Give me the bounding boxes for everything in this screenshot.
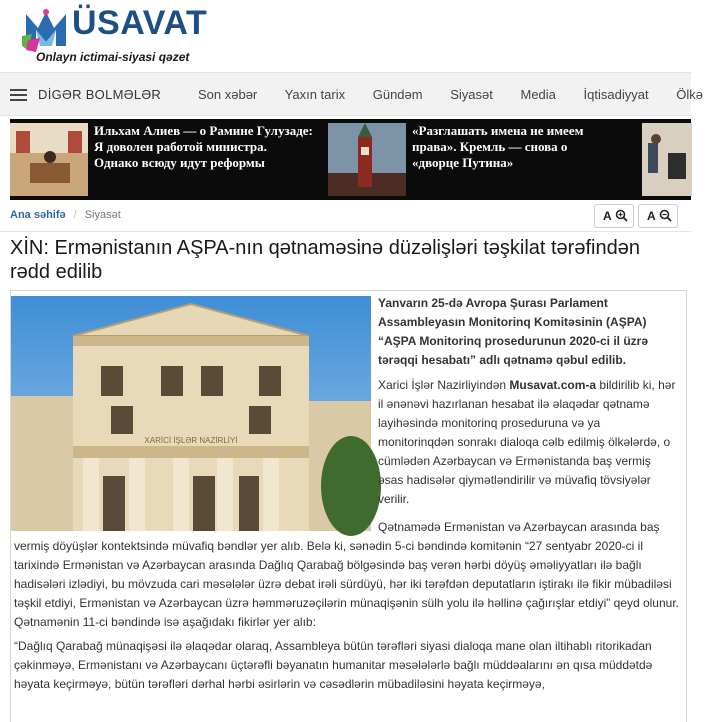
article-body bbox=[10, 290, 687, 722]
ticker-thumbnail bbox=[10, 123, 88, 196]
article-photo bbox=[11, 296, 371, 531]
breadcrumb-current[interactable]: Siyasət bbox=[84, 209, 121, 221]
ticker-item[interactable] bbox=[328, 119, 648, 200]
nav-item-yaxin-tarix[interactable]: Yaxın tarix bbox=[284, 87, 346, 102]
ticker-headline: «Разглашать имена не имеем права». Кремль — снова о «дворце Путина» bbox=[412, 123, 584, 170]
paragraph-text: bildirilib ki, hər il ənənəvi hazırlanan hesabat ilə əlaqədar qətnamə layihəsində monitorinq proseduruna və ya monitorinqdən sonrakı dialoqa cəlb edilmiş ölkələrdə, o cümlədən Azərbaycan və Ermənistanda baş vermiş əsas hadisələr qiymətləndirilir və müvafiq tövsiyələr verilir. bbox=[378, 378, 676, 506]
breadcrumb-home-link[interactable]: Ana səhifə bbox=[10, 209, 66, 221]
site-logo-icon[interactable] bbox=[22, 6, 70, 52]
nav-menu-button[interactable]: DİGƏR BOLMƏLƏR bbox=[38, 87, 162, 102]
ticker-item[interactable] bbox=[642, 119, 692, 200]
photo-building-sign: XARİCİ İŞLƏR NAZİRLİYİ bbox=[144, 436, 238, 445]
article-paragraph bbox=[378, 376, 678, 509]
breadcrumb-separator: / bbox=[73, 209, 77, 221]
breadcrumb bbox=[10, 209, 121, 221]
hamburger-menu-icon[interactable] bbox=[10, 89, 27, 101]
nav-item-son-xeber[interactable]: Son xəbər bbox=[198, 87, 258, 102]
font-increase-button[interactable] bbox=[594, 204, 634, 228]
site-logo-text[interactable]: ÜSAVAT bbox=[72, 4, 208, 42]
article-lead: Yanvarın 25-də Avropa Şurası Parlament Assambleyasın Monitorinq Komitəsinin (AŞPA) “AŞPA Monitorinq prosedurunun 2020-ci il üzrə tərəqqi hesabatı” adlı qətnamə qəbul edilib. bbox=[378, 296, 649, 367]
nav-items bbox=[198, 87, 727, 102]
zoom-out-icon bbox=[659, 209, 672, 222]
site-tagline: Onlayn ictimai-siyasi qəzet bbox=[36, 50, 190, 64]
article-title: XİN: Ermənistanın AŞPA-nın qətnaməsinə düzəlişləri təşkilat tərəfindən rədd edilib bbox=[10, 237, 640, 283]
news-ticker bbox=[10, 119, 691, 200]
main-nav bbox=[0, 72, 703, 116]
article-paragraph: Qətnamədə Ermənistan və Azərbaycan arasında baş bbox=[378, 520, 660, 534]
font-increase-label: A bbox=[603, 209, 612, 223]
article-paragraph: “Dağlıq Qarabağ münaqişəsi ilə əlaqədar olaraq, Assambleya bütün tərəfləri siyasi dialoqa mane olan iltihablı ritorikadan çəkinməyə, Ermənistanı və Azərbaycanı üçtərəfli bəyanatın humanitar məsələlərlə bağlı müddəalarını ən qısa müddətdə həyata keçirməyə, bütün tərəfləri dərhal hərbi əsirlərin və cəsədlərin mübadiləsini həyata keçirməyə, bbox=[14, 639, 653, 691]
ticker-item[interactable] bbox=[10, 119, 326, 200]
ticker-headline: Ильхам Алиев — о Рамине Гулузаде: Я доволен работой министра. Однако всюду идут реформы bbox=[94, 123, 313, 170]
ticker-thumbnail bbox=[642, 123, 692, 196]
font-decrease-button[interactable] bbox=[638, 204, 678, 228]
ticker-thumbnail bbox=[328, 123, 406, 196]
article-paragraph: vermiş döyüşlər kontektsində müvafiq bəndlər yer alıb. Belə ki, sənədin 5-ci bəndində komitənin “27 sentyabr 2020-ci il tarixində Ermənistan və Azərbaycan arasında Dağlıq Qarabağ bölgəsində baş verən hərbi döyüş əməliyyatları ilə bağlı hadisələri izlədiyi, bu mövzuda cari məsələlər üzrə debat irəli sürdüyü, hər iki tərəfdən deputatların iştirakı ilə fikir mübadiləsi təşkil etdiyi, Ermənistan və Azərbaycan üzrə həmməruzəçilərin münaqişənin sülh yolu ilə həllinə çağırışlar etdiyi” qeyd olunur. Qətnamənin 11-ci bəndində isə aşağıdakı fikirlər yer alıb: bbox=[14, 539, 679, 629]
zoom-in-icon bbox=[615, 209, 628, 222]
nav-item-iqtisadiyyat[interactable]: İqtisadiyyat bbox=[583, 87, 649, 102]
nav-item-media[interactable]: Media bbox=[520, 87, 556, 102]
source-link[interactable]: Musavat.com-a bbox=[509, 378, 597, 392]
nav-item-gundem[interactable]: Gündəm bbox=[372, 87, 423, 102]
site-header bbox=[0, 0, 691, 70]
nav-item-siyaset[interactable]: Siyasət bbox=[450, 87, 493, 102]
nav-item-olke[interactable]: Ölkə bbox=[676, 87, 703, 102]
paragraph-text: Xarici İşlər Nazirliyindən bbox=[378, 378, 510, 392]
divider bbox=[0, 231, 691, 232]
font-decrease-label: A bbox=[647, 209, 656, 223]
